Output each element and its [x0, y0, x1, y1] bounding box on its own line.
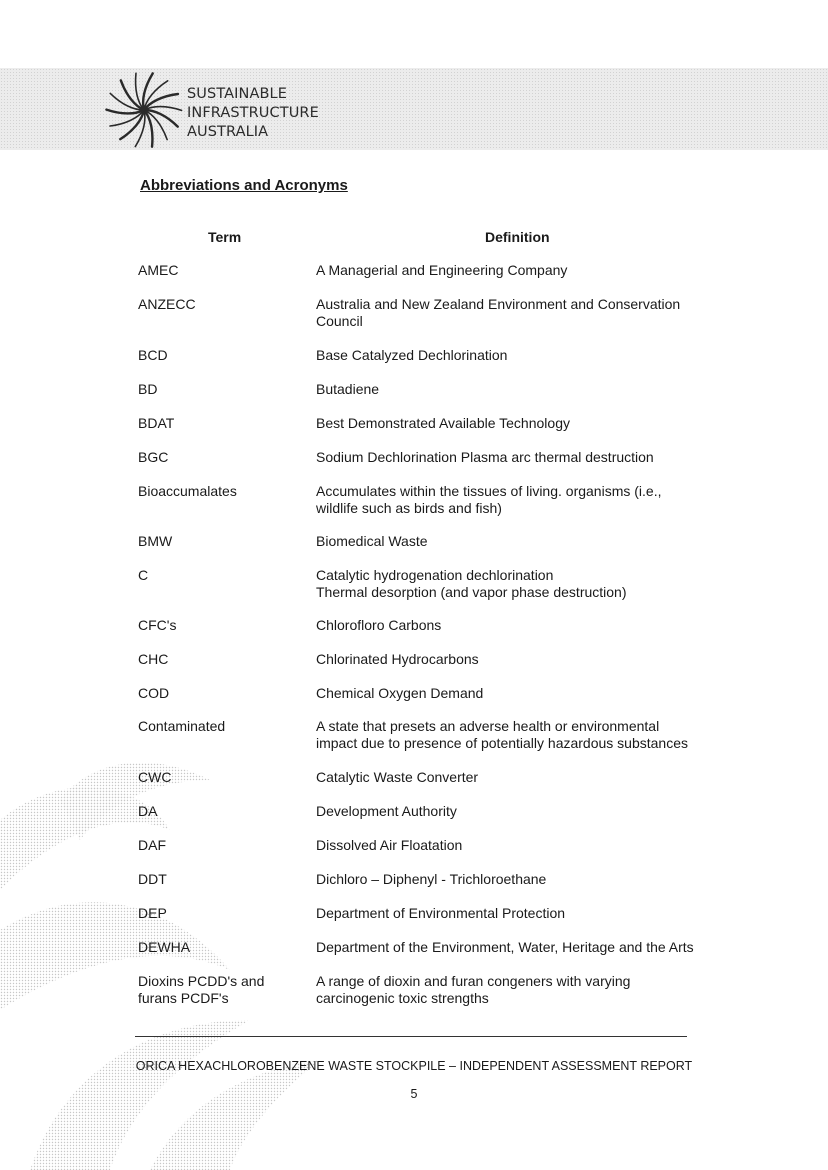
row-term — [138, 347, 308, 364]
row-definition — [316, 415, 716, 432]
row-term — [138, 837, 308, 854]
swirl-logo-icon — [104, 72, 184, 148]
row-term-line: BGC — [138, 449, 169, 465]
row-term-line: BCD — [138, 347, 168, 363]
row-definition — [316, 296, 716, 330]
row-definition-line: Australia and New Zealand Environment and Conservation — [316, 296, 681, 312]
row-definition — [316, 803, 716, 820]
row-definition-line: Best Demonstrated Available Technology — [316, 415, 570, 431]
row-definition — [316, 483, 716, 517]
row-term-line: BMW — [138, 533, 173, 549]
row-term-line: ANZECC — [138, 296, 196, 312]
row-definition-line: Chlorinated Hydrocarbons — [316, 651, 479, 667]
row-definition-line: A range of dioxin and furan congeners with varying — [316, 973, 631, 989]
row-term-line: COD — [138, 685, 170, 701]
row-definition — [316, 617, 716, 634]
row-definition-line: Department of Environmental Protection — [316, 905, 566, 921]
org-name-line-1: SUSTAINABLE — [187, 86, 288, 102]
row-definition — [316, 837, 716, 854]
row-term-line: DDT — [138, 871, 167, 887]
page-title: Abbreviations and Acronyms — [140, 177, 348, 194]
row-term-line: CWC — [138, 769, 172, 785]
row-definition — [316, 381, 716, 398]
row-definition-line: Department of the Environment, Water, Heritage and the Arts — [316, 939, 694, 955]
row-term — [138, 415, 308, 432]
row-term-line: furans PCDF's — [138, 990, 229, 1006]
row-definition — [316, 905, 716, 922]
row-term-line: CFC's — [138, 617, 177, 633]
row-term — [138, 973, 308, 1007]
row-term — [138, 449, 308, 466]
row-definition — [316, 685, 716, 702]
row-term — [138, 685, 308, 702]
row-definition-line: Development Authority — [316, 803, 457, 819]
row-term — [138, 262, 308, 279]
row-term — [138, 617, 308, 634]
row-definition-line: Council — [316, 313, 363, 329]
row-term-line: Bioaccumalates — [138, 483, 237, 499]
row-term-line: AMEC — [138, 262, 179, 278]
row-definition-line: Biomedical Waste — [316, 533, 428, 549]
row-definition-line: A state that presets an adverse health or environmental — [316, 718, 660, 734]
row-term-line: Dioxins PCDD's and — [138, 973, 265, 989]
row-definition-line: A Managerial and Engineering Company — [316, 262, 568, 278]
row-definition-line: Butadiene — [316, 381, 380, 397]
row-term-line: DEWHA — [138, 939, 191, 955]
org-name-line-3: AUSTRALIA — [187, 124, 269, 140]
page-number: 5 — [410, 1087, 418, 1101]
row-definition — [316, 347, 716, 364]
row-definition — [316, 769, 716, 786]
row-term — [138, 651, 308, 668]
row-definition-line: impact due to presence of potentially hazardous substances — [316, 735, 689, 751]
row-term-line: DA — [138, 803, 158, 819]
row-term — [138, 381, 308, 398]
row-definition-line: Dichloro – Diphenyl - Trichloroethane — [316, 871, 547, 887]
row-definition — [316, 449, 716, 466]
org-name — [187, 85, 319, 142]
row-definition-line: Chemical Oxygen Demand — [316, 685, 484, 701]
row-term-line: C — [138, 567, 149, 583]
row-definition-line: Catalytic hydrogenation dechlorination — [316, 567, 554, 583]
background-swirl-watermark — [0, 760, 330, 1170]
row-term — [138, 296, 308, 313]
row-term — [138, 905, 308, 922]
row-definition-line: Dissolved Air Floatation — [316, 837, 463, 853]
row-definition — [316, 567, 716, 601]
row-term — [138, 769, 308, 786]
row-definition-line: Chlorofloro Carbons — [316, 617, 442, 633]
row-term-line: CHC — [138, 651, 169, 667]
row-definition-line: wildlife such as birds and fish) — [316, 500, 502, 516]
row-definition-line: Accumulates within the tissues of living. organisms (i.e., — [316, 483, 662, 499]
row-definition — [316, 262, 716, 279]
row-term — [138, 567, 308, 584]
org-name-line-2: INFRASTRUCTURE — [187, 105, 319, 121]
row-term — [138, 533, 308, 550]
row-definition-line: Sodium Dechlorination Plasma arc thermal destruction — [316, 449, 654, 465]
row-term-line: DAF — [138, 837, 166, 853]
row-definition — [316, 718, 716, 752]
row-term-line: BDAT — [138, 415, 175, 431]
row-definition-line: Base Catalyzed Dechlorination — [316, 347, 508, 363]
footer-divider — [135, 1036, 687, 1037]
row-definition — [316, 533, 716, 550]
row-term — [138, 483, 308, 500]
row-term-line: BD — [138, 381, 158, 397]
row-definition-line: Thermal desorption (and vapor phase destruction) — [316, 584, 627, 600]
row-definition — [316, 651, 716, 668]
row-term — [138, 803, 308, 820]
row-term — [138, 939, 308, 956]
column-header-term: Term — [208, 229, 242, 245]
column-header-definition: Definition — [485, 229, 550, 245]
row-definition-line: Catalytic Waste Converter — [316, 769, 479, 785]
row-definition-line: carcinogenic toxic strengths — [316, 990, 489, 1006]
row-term — [138, 718, 308, 735]
row-term — [138, 871, 308, 888]
row-definition — [316, 973, 716, 1007]
row-term-line: DEP — [138, 905, 167, 921]
row-definition — [316, 871, 716, 888]
footer-title: ORICA HEXACHLOROBENZENE WASTE STOCKPILE – INDEPENDENT ASSESSMENT REPORT — [135, 1059, 693, 1073]
row-term-line: Contaminated — [138, 718, 226, 734]
row-definition — [316, 939, 716, 956]
